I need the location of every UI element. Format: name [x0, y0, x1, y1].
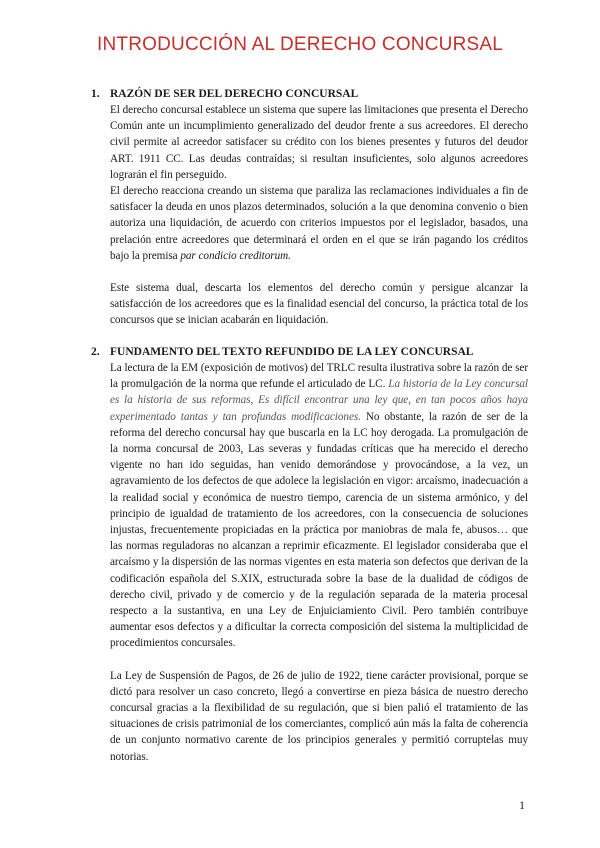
- section-1-heading: [91, 86, 528, 102]
- page-number: 1: [519, 798, 525, 812]
- section-1: [92, 86, 528, 329]
- section-1-paragraph-3: Este sistema dual, descarta los elementos del derecho común y persigue alcanzar la satisfacción de los acreedores que es la finalidad esencial del concurso, la práctica total de los concursos que se inician acabarán en liquidación.: [110, 282, 528, 327]
- section-1-number: 1.: [91, 88, 100, 100]
- section-2-paragraph-1: [110, 360, 528, 652]
- section-2-paragraph-1-intro: La lectura de la EM (exposición de motivos) del TRLC resulta ilustrativa sobre la razón de ser la promulgación de la norma que refunde el articulado de LC.: [110, 362, 528, 391]
- paragraph-gap: [92, 652, 528, 668]
- section-2-paragraph-1-body: No obstante, la razón de ser de la reforma del derecho concursal hay que buscarla en la LC hoy derogada. La promulgación de la norma concursal de 2003, Las severas y fundadas críticas que ha merecido el derecho vigente no han ido seguidas, han venido demorándose y provocándose, a la vez, un agravamiento de los defectos de que adolece la legislación en vigor: arcaísmo, inadecuación a la realidad social y económica de nuestro tiempo, carencia de un sistema armónico, y del principio de igualdad de tratamiento de los acreedores, con la consecuencia de soluciones injustas, frecuentemente propiciadas en la práctica por maniobras de mala fe, abusos… que las normas reguladoras no alcanzan a reprimir eficazmente. El legislador consideraba que el arcaísmo y la dispersión de las normas vigentes en esta materia son defectos que derivan de la codificación española del S.XIX, estructurada sobre la base de la dualidad de códigos de derecho civil, privado y de comercio y de la regulación separada de la materia procesal respecto a la sustantiva, en una Ley de Enjuiciamiento Civil. Pero también contribuye aumentar esos defectos y a dificultar la correcta composición del sistema la multiplicidad de procedimientos concursales.: [110, 410, 528, 650]
- section-1-paragraph-1: El derecho concursal establece un sistema que supere las limitaciones que presenta el Derecho Común ante un incumplimiento generalizado del deudor frente a sus acreedores. El derecho civil permite al acreedor satisfacer su crédito con los bienes presentes y futuros del deudor ART. 1911 CC. Las deudas contraídas; si resultan insuficientes, solo algunos acreedores lograrán el fin perseguido.: [110, 104, 528, 181]
- section-1-paragraph-2-text: El derecho reacciona creando un sistema que paraliza las reclamaciones individuales a fin de satisfacer la deuda en unos plazos determinados, solución a la que denomina convenio o bien autoriza una liquidación, de acuerdo con criterios impuestos por el legislador, basados, una prelación entre acreedores que determinará el orden en el que se irán pagando los créditos bajo la premisa: [110, 185, 528, 262]
- section-2-number: 2.: [91, 346, 100, 358]
- section-1-heading-text: RAZÓN DE SER DEL DERECHO CONCURSAL: [110, 88, 359, 100]
- section-1-paragraph-2: [110, 183, 528, 264]
- section-2-paragraph-2: La Ley de Suspensión de Pagos, de 26 de julio de 1922, tiene carácter provisional, porque se dictó para resolver un caso concreto, llegó a convertirse en pieza básica de nuestro derecho concursal gracias a la flexibilidad de su regulación, que si bien palió el tratamiento de las situaciones de crisis patrimonial de los comerciantes, complicó aún más la falta de coherencia de un conjunto normativo carente de los principios generales y permitió corruptelas muy notorias.: [110, 669, 528, 763]
- section-2-heading: [91, 344, 528, 360]
- par-condicio-phrase: par condicio creditorum.: [180, 249, 291, 262]
- em-quote: La historia de la Ley concursal es la historia de sus reformas, Es difícil encontrar una ley que, en tan pocos años haya experimentado tantas y tan profundas modificaciones.: [110, 378, 528, 423]
- paragraph-gap: [92, 264, 528, 280]
- section-2: [92, 344, 528, 765]
- section-2-heading-text: FUNDAMENTO DEL TEXTO REFUNDIDO DE LA LEY CONCURSAL: [110, 346, 474, 358]
- document-title: INTRODUCCIÓN AL DERECHO CONCURSAL: [97, 34, 503, 55]
